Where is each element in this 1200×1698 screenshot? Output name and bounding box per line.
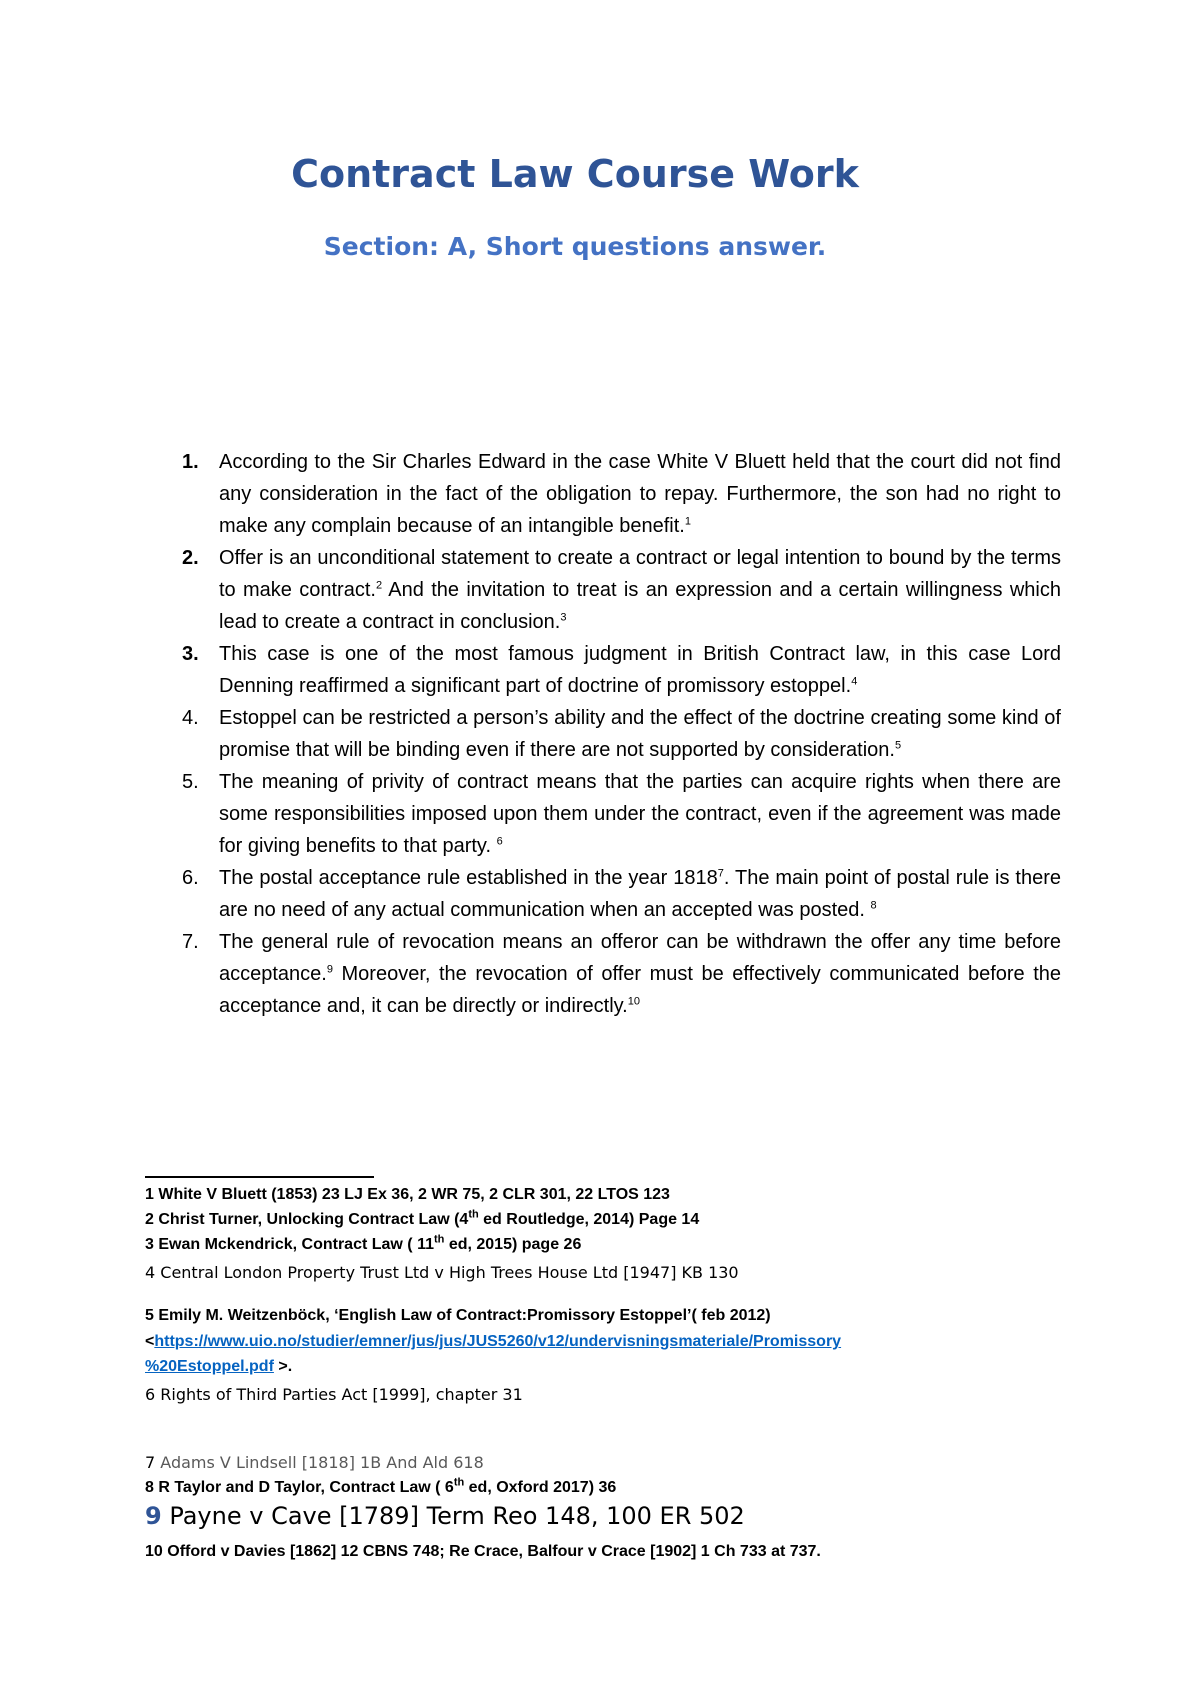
- footnote-3: [145, 1233, 1145, 1254]
- answer-text: And the invitation to treat is an expression and a certain willingness which lead to create a contract in conclusion.: [219, 579, 1061, 633]
- answers-list: [182, 446, 1061, 1022]
- footnote-5-link-line: [145, 1333, 1145, 1351]
- footnote-1: 1 White V Bluett (1853) 23 LJ Ex 36, 2 WR 75, 2 CLR 301, 22 LTOS 123: [145, 1186, 670, 1203]
- answer-6: [182, 862, 1061, 926]
- footnote-ref[interactable]: 9: [326, 963, 333, 976]
- footnote-3-text: 3 Ewan Mckendrick, Contract Law ( 11: [145, 1236, 434, 1253]
- footnote-2-text: 2 Christ Turner, Unlocking Contract Law (4: [145, 1211, 469, 1228]
- footnote-3-text: ed, 2015) page 26: [444, 1236, 582, 1253]
- footnote-8-text: 8 R Taylor and D Taylor, Contract Law ( 6: [145, 1479, 454, 1496]
- footnote-5-link-line-2: [145, 1358, 1145, 1376]
- answer-text: Moreover, the revocation of offer must be effectively communicated before the acceptance and, it can be directly or indirectly.: [219, 963, 1061, 1017]
- answer-text: . The main point of postal rule is there are no need of any actual communication when an accepted was posted.: [219, 867, 1061, 921]
- answer-number: 5.: [182, 771, 199, 793]
- answer-3: [182, 638, 1061, 702]
- answer-4: [182, 702, 1061, 766]
- footnote-8-sup: th: [453, 1476, 465, 1489]
- footnote-ref[interactable]: 10: [627, 995, 640, 1008]
- answer-text: The postal acceptance rule established in the year 1818: [219, 867, 718, 889]
- answer-text: The meaning of privity of contract means that the parties can acquire rights when there are some responsibilities imposed upon them under the contract, even if the agreement was made for giving benefits to that party.: [219, 771, 1061, 857]
- answer-1: [182, 446, 1061, 542]
- answer-7: [182, 926, 1061, 1022]
- footnote-ref[interactable]: 7: [717, 867, 724, 880]
- footnote-2-sup: th: [468, 1208, 479, 1221]
- answer-5: [182, 766, 1061, 862]
- footnote-8: [145, 1476, 1145, 1497]
- footnote-3-sup: th: [433, 1233, 445, 1246]
- document-title: Contract Law Course Work: [291, 152, 859, 196]
- answer-number: 4.: [182, 707, 199, 729]
- footnote-9-text: Payne v Cave [1789] Term Reo 148, 100 ER 502: [161, 1502, 745, 1530]
- footnote-5-bracket: <: [145, 1333, 155, 1350]
- footnote-ref[interactable]: 5: [894, 739, 902, 752]
- footnote-5-link[interactable]: https://www.uio.no/studier/emner/jus/jus/JUS5260/v12/undervisningsmateriale/Promissory: [154, 1333, 842, 1350]
- answer-number: 7.: [182, 931, 199, 953]
- footnote-7: [145, 1453, 1145, 1472]
- footnote-7-number: 7: [145, 1453, 156, 1472]
- footnote-4: 4 Central London Property Trust Ltd v High Trees House Ltd [1947] KB 130: [145, 1263, 739, 1282]
- footnote-ref[interactable]: 8: [870, 899, 877, 912]
- footnote-5-bracket: >.: [273, 1358, 293, 1375]
- footnote-2: [145, 1208, 1145, 1229]
- footnote-9-number: 9: [145, 1502, 162, 1530]
- answer-number: 2.: [182, 547, 199, 569]
- answer-number: 6.: [182, 867, 199, 889]
- footnote-5-link-cont[interactable]: %20Estoppel.pdf: [145, 1358, 274, 1375]
- footnote-6: 6 Rights of Third Parties Act [1999], chapter 31: [145, 1385, 523, 1404]
- footnote-ref[interactable]: 2: [375, 579, 383, 592]
- footnote-ref[interactable]: 4: [851, 675, 858, 688]
- footnote-7-text: Adams V Lindsell [1818] 1B And Ald 618: [155, 1453, 484, 1472]
- answer-text: This case is one of the most famous judgment in British Contract law, in this case Lord Denning reaffirmed a significant part of doctrine of promissory estoppel.: [219, 643, 1061, 697]
- footnote-2-text: ed Routledge, 2014) Page 14: [478, 1211, 700, 1228]
- answer-text: According to the Sir Charles Edward in the case White V Bluett held that the court did not find any consideration in the fact of the obligation to repay. Furthermore, the son had no right to make any complain because of an intangible benefit.: [219, 451, 1061, 537]
- footnote-9: [145, 1502, 1145, 1530]
- footnote-10: 10 Offord v Davies [1862] 12 CBNS 748; Re Crace, Balfour v Crace [1902] 1 Ch 733 at 737.: [145, 1543, 821, 1560]
- footnote-ref[interactable]: 1: [684, 515, 691, 528]
- footnote-ref[interactable]: 3: [560, 611, 567, 624]
- answer-text: The general rule of revocation means an offeror can be withdrawn the offer any time before acceptance.: [219, 931, 1061, 985]
- answer-text: Estoppel can be restricted a person’s ability and the effect of the doctrine creating some kind of promise that will be binding even if there are not supported by consideration.: [219, 707, 1061, 761]
- footnote-ref[interactable]: 6: [496, 835, 503, 848]
- answer-number: 1.: [182, 451, 199, 473]
- footnote-separator: [145, 1176, 374, 1178]
- section-subtitle: Section: A, Short questions answer.: [323, 232, 827, 261]
- answer-2: [182, 542, 1061, 638]
- answer-number: 3.: [182, 643, 199, 665]
- footnote-8-text: ed, Oxford 2017) 36: [464, 1479, 617, 1496]
- answer-text: Offer is an unconditional statement to create a contract or legal intention to bound by the terms to make contract.: [219, 547, 1061, 601]
- footnote-5: 5 Emily M. Weitzenböck, ‘English Law of Contract:Promissory Estoppel’( feb 2012): [145, 1307, 771, 1324]
